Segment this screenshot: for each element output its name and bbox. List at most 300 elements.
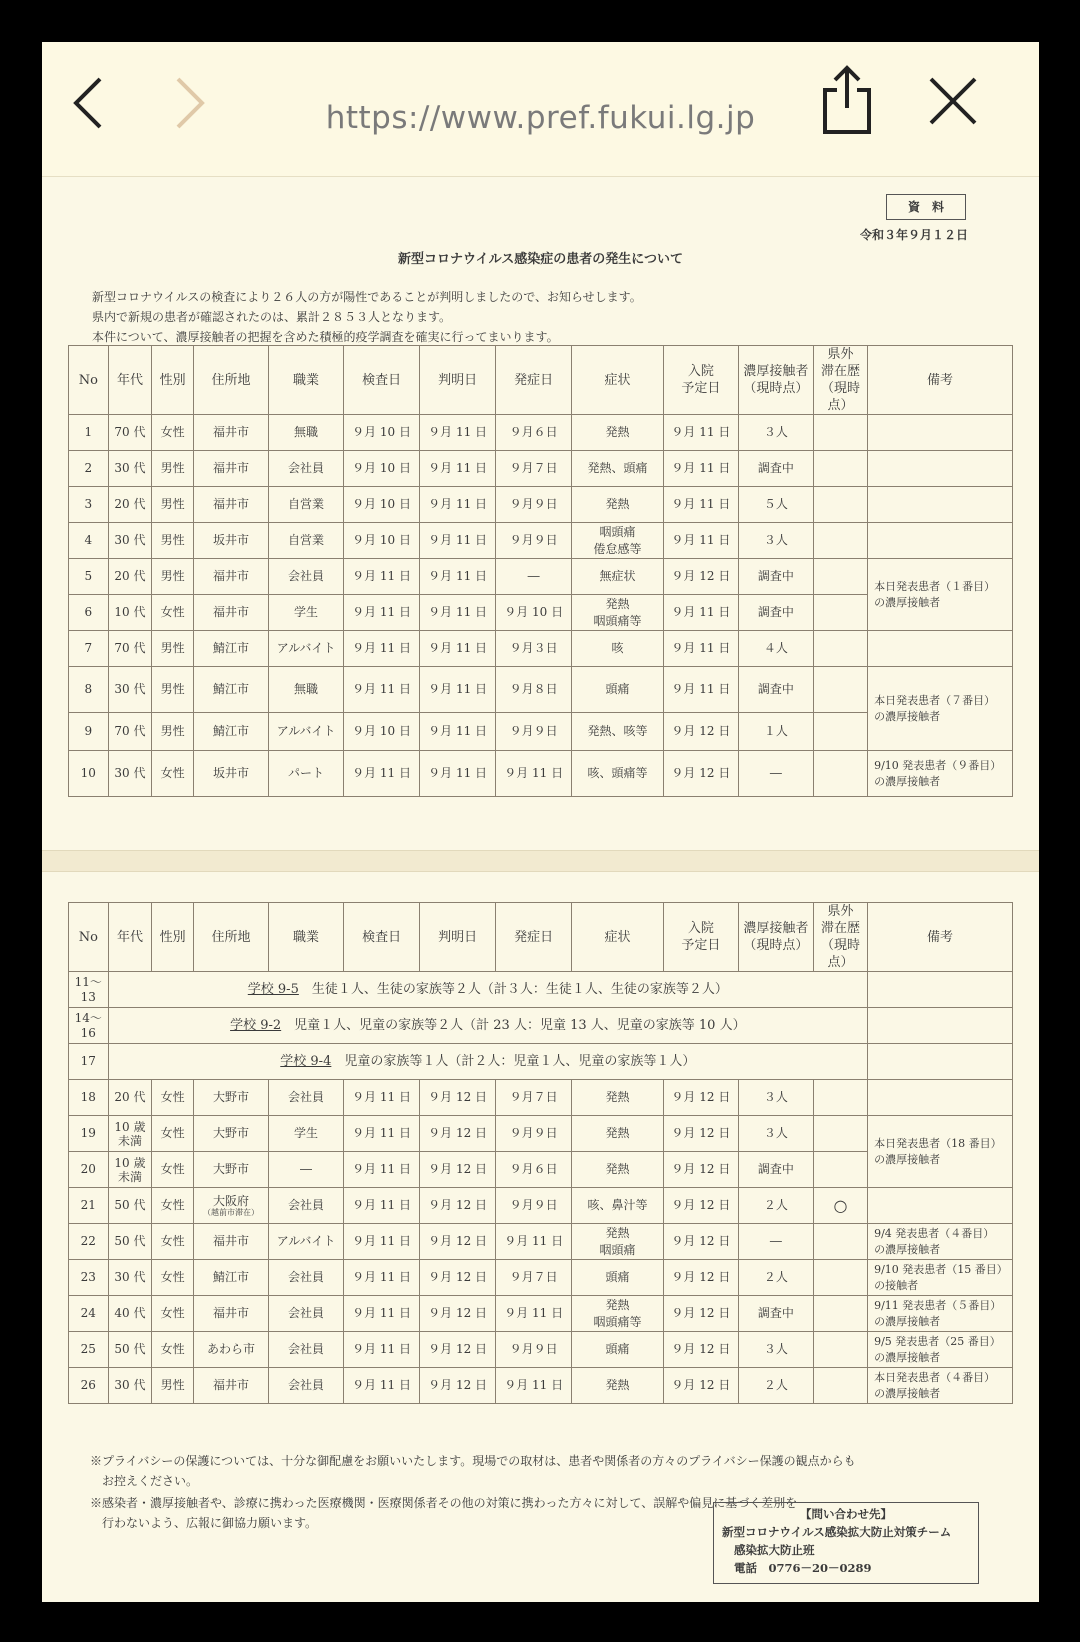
cell-test: ９月 11 日: [344, 1116, 420, 1152]
cell-out: [813, 1332, 867, 1368]
cell-found: ９月 11 日: [420, 713, 496, 751]
header-sex: 性別: [152, 346, 194, 415]
cell-contact: ―: [738, 1224, 813, 1260]
cell-addr: 福井市: [194, 595, 269, 631]
cell-addr: [194, 1188, 269, 1224]
cell-test: ９月 11 日: [344, 667, 420, 713]
cell-sym: 咳: [572, 631, 664, 667]
cell-adm: ９月 12 日: [663, 1188, 738, 1224]
cell-sym: 頭痛: [572, 1260, 664, 1296]
cell-age: 30 代: [108, 1260, 152, 1296]
cell-age: 30 代: [108, 751, 152, 797]
cell-onset: ９月９日: [496, 713, 572, 751]
cell-sym: 無症状: [572, 559, 664, 595]
cell-addr: 福井市: [194, 487, 269, 523]
cell-adm: ９月 11 日: [663, 667, 738, 713]
cell-test: ９月 11 日: [344, 595, 420, 631]
cell-adm: ９月 12 日: [663, 1080, 738, 1116]
cell-onset: ―: [496, 559, 572, 595]
cell-job: 会社員: [269, 1332, 344, 1368]
group-text: 児童１人、児童の家族等２人（計 23 人：児童 13 人、児童の家族等 10 人）: [281, 1018, 746, 1033]
cell-onset: ９月 11 日: [496, 1296, 572, 1332]
cell-sym: 発熱 咽頭痛: [572, 1224, 664, 1260]
footnote-1: ※プライバシーの保護については、十分な御配慮をお願いいたします。現場での取材は、患者や関係者の方々のプライバシー保護の観点からも: [90, 1454, 856, 1468]
contact-section: 感染拡大防止班: [734, 1543, 815, 1557]
intro-line-1: 新型コロナウイルスの検査により２６人の方が陽性であることが判明しましたので、お知らせします。: [92, 290, 642, 304]
cell-sex: 女性: [152, 1260, 194, 1296]
cell-sex: 女性: [152, 1332, 194, 1368]
cell-age: 70 代: [108, 415, 152, 451]
header-onset-date: 発症日: [496, 346, 572, 415]
cell-job: 学生: [269, 595, 344, 631]
cell-notes: 9/11 発表患者（５番目） の濃厚接触者: [868, 1296, 1013, 1332]
table-row: [69, 487, 1013, 523]
cell-notes: 9/10 発表患者（９番目） の濃厚接触者: [868, 751, 1013, 797]
cell-contact: 調査中: [738, 595, 813, 631]
cell-addr: 鯖江市: [194, 631, 269, 667]
cell-sex: 女性: [152, 1080, 194, 1116]
cell-age: 10 歳 未満: [108, 1116, 152, 1152]
header-no: No: [69, 346, 109, 415]
group-row: [69, 972, 1013, 1008]
address-text: 福井市: [213, 1306, 250, 1320]
address-text: 大野市: [213, 1162, 250, 1176]
cell-addr: [194, 1332, 269, 1368]
table-row: [69, 1080, 1013, 1116]
cell-test: ９月 11 日: [344, 1296, 420, 1332]
cell-found: ９月 12 日: [420, 1152, 496, 1188]
group-summary: [108, 972, 867, 1008]
patients-table-1: [68, 345, 1013, 797]
cell-found: ９月 12 日: [420, 1296, 496, 1332]
cell-test: ９月 10 日: [344, 713, 420, 751]
cell-job: パート: [269, 751, 344, 797]
url-text[interactable]: https://www.pref.fukui.lg.jp: [325, 100, 756, 136]
intro-line-3: 本件について、濃厚接触者の把握を含めた積極的疫学調査を確実に行ってまいります。: [92, 330, 559, 344]
header-symptoms: 症状: [572, 346, 664, 415]
cell-addr: [194, 1368, 269, 1404]
cell-out: [813, 751, 867, 797]
cell-sym: 発熱: [572, 1368, 664, 1404]
footnote-2: ※感染者・濃厚接触者や、診療に携わった医療機関・医療関係者その他の対策に携わった方々に対して、誤解や偏見に基づく差別を: [90, 1496, 798, 1510]
cell-test: ９月 10 日: [344, 487, 420, 523]
header-outside-line1: 県外: [827, 347, 854, 362]
close-button[interactable]: [918, 66, 988, 136]
cell-sym: 発熱 咽頭痛等: [572, 1296, 664, 1332]
cell-job: アルバイト: [269, 631, 344, 667]
cell-test: ９月 11 日: [344, 1152, 420, 1188]
cell-addr: [194, 1224, 269, 1260]
address-text: あわら市: [207, 1342, 256, 1356]
cell-out: [813, 1152, 867, 1188]
cell-test: ９月 11 日: [344, 1224, 420, 1260]
intro-line-2: 県内で新規の患者が確認されたのは、累計２８５３人となります。: [92, 310, 452, 324]
table-row: [69, 523, 1013, 559]
cell-sex: 女性: [152, 1224, 194, 1260]
cell-addr: 坂井市: [194, 751, 269, 797]
cell-found: ９月 11 日: [420, 451, 496, 487]
cell-sex: 女性: [152, 751, 194, 797]
header-outside-stay: [813, 903, 867, 972]
header-address: 住所地: [194, 903, 269, 972]
cell-contact: ３人: [738, 1116, 813, 1152]
share-icon: [819, 64, 875, 136]
cell-no: 3: [69, 487, 109, 523]
cell-contact: ２人: [738, 1260, 813, 1296]
header-test-date: 検査日: [344, 346, 420, 415]
cell-adm: ９月 11 日: [663, 487, 738, 523]
cell-test: ９月 11 日: [344, 1188, 420, 1224]
cell-out: [813, 1116, 867, 1152]
cell-no: 6: [69, 595, 109, 631]
cell-onset: ９月６日: [496, 415, 572, 451]
cell-sym: 発熱、咳等: [572, 713, 664, 751]
cell-no: 7: [69, 631, 109, 667]
cell-sex: 男性: [152, 1368, 194, 1404]
cell-sym: 発熱: [572, 487, 664, 523]
cell-onset: ９月９日: [496, 1116, 572, 1152]
page-separator: [42, 850, 1039, 872]
table-row: [69, 1116, 1013, 1152]
cell-test: ９月 11 日: [344, 751, 420, 797]
header-contacts: [738, 346, 813, 415]
cell-out: [813, 1260, 867, 1296]
cell-addr: [194, 1152, 269, 1188]
header-onset-date: 発症日: [496, 903, 572, 972]
cell-sex: 女性: [152, 1188, 194, 1224]
cell-found: ９月 11 日: [420, 523, 496, 559]
cell-test: ９月 11 日: [344, 1368, 420, 1404]
header-outside-line3: （現時点）: [820, 381, 860, 413]
table-row: [69, 451, 1013, 487]
school-label: 学校 9-5: [247, 982, 299, 997]
cell-job: 会社員: [269, 1260, 344, 1296]
header-confirmed-date: 判明日: [420, 346, 496, 415]
header-notes: 備考: [868, 903, 1013, 972]
cell-job: 無職: [269, 415, 344, 451]
header-sex: 性別: [152, 903, 194, 972]
cell-sex: 男性: [152, 523, 194, 559]
cell-adm: ９月 11 日: [663, 595, 738, 631]
cell-adm: ９月 12 日: [663, 1368, 738, 1404]
cell-contact: ―: [738, 751, 813, 797]
cell-notes: [868, 523, 1013, 559]
cell-sex: 男性: [152, 487, 194, 523]
school-label: 学校 9-4: [280, 1054, 332, 1069]
cell-contact: 調査中: [738, 1296, 813, 1332]
cell-job: 学生: [269, 1116, 344, 1152]
cell-job: ―: [269, 1152, 344, 1188]
cell-sym: 咳、頭痛等: [572, 751, 664, 797]
cell-found: ９月 12 日: [420, 1188, 496, 1224]
cell-onset: ９月 11 日: [496, 1224, 572, 1260]
cell-age: 40 代: [108, 1296, 152, 1332]
cell-onset: ９月９日: [496, 1332, 572, 1368]
cell-adm: ９月 12 日: [663, 1260, 738, 1296]
cell-out: [813, 631, 867, 667]
header-admission-line1: 入院: [687, 921, 714, 936]
cell-sym: 発熱: [572, 1116, 664, 1152]
address-text: 大阪府: [213, 1193, 250, 1208]
footnote-2b: 行わないよう、広報に御協力願います。: [90, 1516, 318, 1530]
cell-sex: 男性: [152, 667, 194, 713]
cell-adm: ９月 12 日: [663, 1116, 738, 1152]
group-summary: [108, 1008, 867, 1044]
cell-found: ９月 12 日: [420, 1368, 496, 1404]
cell-contact: ３人: [738, 523, 813, 559]
contact-team: 新型コロナウイルス感染拡大防止対策チーム: [722, 1525, 952, 1539]
table-row: [69, 1368, 1013, 1404]
share-button[interactable]: [812, 60, 882, 140]
address-text: 大野市: [213, 1126, 250, 1140]
cell-out: [813, 1296, 867, 1332]
cell-test: ９月 11 日: [344, 559, 420, 595]
cell-notes: [868, 451, 1013, 487]
cell-onset: ９月７日: [496, 451, 572, 487]
cell-addr: 坂井市: [194, 523, 269, 559]
cell-sym: 発熱: [572, 1152, 664, 1188]
cell-onset: ９月 11 日: [496, 751, 572, 797]
cell-out: [813, 713, 867, 751]
cell-onset: ９月８日: [496, 667, 572, 713]
footnote-1b: お控えください。: [90, 1474, 199, 1488]
header-confirmed-date: 判明日: [420, 903, 496, 972]
cell-test: ９月 11 日: [344, 1080, 420, 1116]
header-notes: 備考: [868, 346, 1013, 415]
cell-onset: ９月９日: [496, 487, 572, 523]
cell-test: ９月 10 日: [344, 451, 420, 487]
header-admission-line2: 予定日: [681, 381, 721, 396]
cell-notes: [868, 415, 1013, 451]
cell-adm: ９月 11 日: [663, 631, 738, 667]
table-row: [69, 751, 1013, 797]
contact-title: 【問い合わせ先】: [800, 1507, 892, 1521]
group-text: 生徒１人、生徒の家族等２人（計３人：生徒１人、生徒の家族等２人）: [298, 982, 728, 997]
cell-found: ９月 11 日: [420, 631, 496, 667]
cell-found: ９月 11 日: [420, 487, 496, 523]
cell-notes: 9/4 発表患者（４番目） の濃厚接触者: [868, 1224, 1013, 1260]
cell-job: 会社員: [269, 1296, 344, 1332]
cell-adm: ９月 12 日: [663, 1332, 738, 1368]
header-test-date: 検査日: [344, 903, 420, 972]
cell-sex: 女性: [152, 1152, 194, 1188]
cell-age: 70 代: [108, 713, 152, 751]
cell-age: 20 代: [108, 559, 152, 595]
cell-notes: 本日発表患者（18 番目） の濃厚接触者: [868, 1116, 1013, 1188]
contact-box: [713, 1502, 979, 1584]
cell-out: [813, 451, 867, 487]
group-row: [69, 1008, 1013, 1044]
cell-out: [813, 559, 867, 595]
cell-found: ９月 12 日: [420, 1260, 496, 1296]
cell-notes: [868, 487, 1013, 523]
cell-onset: ９月７日: [496, 1080, 572, 1116]
document-viewer[interactable]: [42, 42, 1039, 1602]
cell-no: 17: [69, 1044, 109, 1080]
cell-age: 50 代: [108, 1332, 152, 1368]
address-text: 福井市: [213, 1234, 250, 1248]
cell-contact: １人: [738, 713, 813, 751]
cell-age: 30 代: [108, 523, 152, 559]
cell-sex: 女性: [152, 1296, 194, 1332]
header-admission-line1: 入院: [687, 364, 714, 379]
cell-contact: 調査中: [738, 667, 813, 713]
cell-adm: ９月 11 日: [663, 523, 738, 559]
table-row: [69, 1260, 1013, 1296]
cell-adm: ９月 12 日: [663, 559, 738, 595]
header-admission: [663, 903, 738, 972]
cell-addr: [194, 1116, 269, 1152]
cell-found: ９月 11 日: [420, 595, 496, 631]
cell-contact: ３人: [738, 415, 813, 451]
cell-addr: 鯖江市: [194, 667, 269, 713]
table-row: [69, 1224, 1013, 1260]
group-summary: [108, 1044, 867, 1080]
cell-notes: [868, 1008, 1013, 1044]
cell-age: 50 代: [108, 1188, 152, 1224]
address-text: 鯖江市: [213, 1270, 250, 1284]
header-contacts-line1: 濃厚接触者: [743, 921, 809, 936]
cell-onset: ９月 10 日: [496, 595, 572, 631]
cell-age: 30 代: [108, 451, 152, 487]
cell-sex: 男性: [152, 713, 194, 751]
cell-contact: ２人: [738, 1368, 813, 1404]
table-row: [69, 1296, 1013, 1332]
cell-out: [813, 1368, 867, 1404]
header-outside-line3: （現時点）: [820, 938, 860, 970]
cell-contact: ４人: [738, 631, 813, 667]
cell-age: 10 代: [108, 595, 152, 631]
cell-addr: 福井市: [194, 415, 269, 451]
cell-adm: ９月 12 日: [663, 1296, 738, 1332]
cell-notes: 本日発表患者（１番目） の濃厚接触者: [868, 559, 1013, 631]
cell-sym: 発熱、頭痛: [572, 451, 664, 487]
cell-sym: 頭痛: [572, 1332, 664, 1368]
browser-toolbar: [42, 42, 1039, 177]
cell-notes: 本日発表患者（７番目） の濃厚接触者: [868, 667, 1013, 751]
cell-test: ９月 11 日: [344, 1260, 420, 1296]
cell-no: 23: [69, 1260, 109, 1296]
cell-sym: 咳、鼻汁等: [572, 1188, 664, 1224]
cell-found: ９月 12 日: [420, 1116, 496, 1152]
header-outside-line2: 滞在歴: [820, 921, 860, 936]
cell-out: [813, 487, 867, 523]
cell-contact: 調査中: [738, 1152, 813, 1188]
cell-found: ９月 12 日: [420, 1332, 496, 1368]
cell-no: 2: [69, 451, 109, 487]
cell-sex: 男性: [152, 631, 194, 667]
cell-notes: 9/5 発表患者（25 番目） の濃厚接触者: [868, 1332, 1013, 1368]
cell-addr: 福井市: [194, 559, 269, 595]
cell-age: 30 代: [108, 667, 152, 713]
cell-sym: 発熱 咽頭痛等: [572, 595, 664, 631]
header-outside-line2: 滞在歴: [820, 364, 860, 379]
cell-onset: ９月７日: [496, 1260, 572, 1296]
cell-contact: ２人: [738, 1188, 813, 1224]
cell-no: 19: [69, 1116, 109, 1152]
table-row: [69, 631, 1013, 667]
cell-out: [813, 1224, 867, 1260]
group-row: [69, 1044, 1013, 1080]
cell-sex: 女性: [152, 595, 194, 631]
cell-no: 22: [69, 1224, 109, 1260]
cell-test: ９月 11 日: [344, 1332, 420, 1368]
cell-no: 9: [69, 713, 109, 751]
cell-sym: 発熱: [572, 1080, 664, 1116]
cell-job: 無職: [269, 667, 344, 713]
cell-contact: 調査中: [738, 559, 813, 595]
header-contacts: [738, 903, 813, 972]
cell-age: 70 代: [108, 631, 152, 667]
cell-adm: ９月 12 日: [663, 751, 738, 797]
header-outside-stay: [813, 346, 867, 415]
header-admission: [663, 346, 738, 415]
cell-test: ９月 11 日: [344, 631, 420, 667]
cell-notes: [868, 1080, 1013, 1116]
cell-job: アルバイト: [269, 1224, 344, 1260]
cell-job: 会社員: [269, 1080, 344, 1116]
school-label: 学校 9-2: [230, 1018, 282, 1033]
cell-onset: ９月９日: [496, 1188, 572, 1224]
cell-sym: 頭痛: [572, 667, 664, 713]
cell-age: 50 代: [108, 1224, 152, 1260]
cell-no: 8: [69, 667, 109, 713]
table-row: [69, 559, 1013, 595]
cell-notes: 9/10 発表患者（15 番目） の接触者: [868, 1260, 1013, 1296]
table-row: [69, 415, 1013, 451]
cell-adm: ９月 12 日: [663, 713, 738, 751]
cell-found: ９月 11 日: [420, 415, 496, 451]
cell-job: 自営業: [269, 487, 344, 523]
cell-sex: 男性: [152, 451, 194, 487]
header-contacts-line2: （現時点）: [743, 938, 809, 953]
cell-no: 18: [69, 1080, 109, 1116]
cell-job: アルバイト: [269, 713, 344, 751]
header-admission-line2: 予定日: [681, 938, 721, 953]
cell-found: ９月 11 日: [420, 559, 496, 595]
cell-no: 11～ 13: [69, 972, 109, 1008]
cell-age: 10 歳 未満: [108, 1152, 152, 1188]
cell-notes: [868, 1188, 1013, 1224]
cell-sym: 咽頭痛 倦怠感等: [572, 523, 664, 559]
header-symptoms: 症状: [572, 903, 664, 972]
cell-onset: ９月６日: [496, 1152, 572, 1188]
group-text: 児童の家族等１人（計２人：児童１人、児童の家族等１人）: [331, 1054, 696, 1069]
cell-age: 20 代: [108, 487, 152, 523]
cell-sex: 女性: [152, 415, 194, 451]
table-row: [69, 1188, 1013, 1224]
cell-notes: [868, 631, 1013, 667]
cell-age: 30 代: [108, 1368, 152, 1404]
cell-no: 24: [69, 1296, 109, 1332]
cell-job: 会社員: [269, 451, 344, 487]
header-age: 年代: [108, 346, 152, 415]
cell-adm: ９月 12 日: [663, 1224, 738, 1260]
resource-badge: 資 料: [886, 194, 966, 220]
address-text: 福井市: [213, 1378, 250, 1392]
cell-found: ９月 12 日: [420, 1080, 496, 1116]
cell-no: 20: [69, 1152, 109, 1188]
address-note: （越前市滞在）: [203, 1207, 260, 1217]
table-row: [69, 667, 1013, 713]
cell-notes: [868, 1044, 1013, 1080]
cell-addr: 福井市: [194, 451, 269, 487]
cell-no: 14～ 16: [69, 1008, 109, 1044]
cell-adm: ９月 12 日: [663, 1152, 738, 1188]
cell-addr: [194, 1260, 269, 1296]
cell-sex: 男性: [152, 559, 194, 595]
cell-sex: 女性: [152, 1116, 194, 1152]
